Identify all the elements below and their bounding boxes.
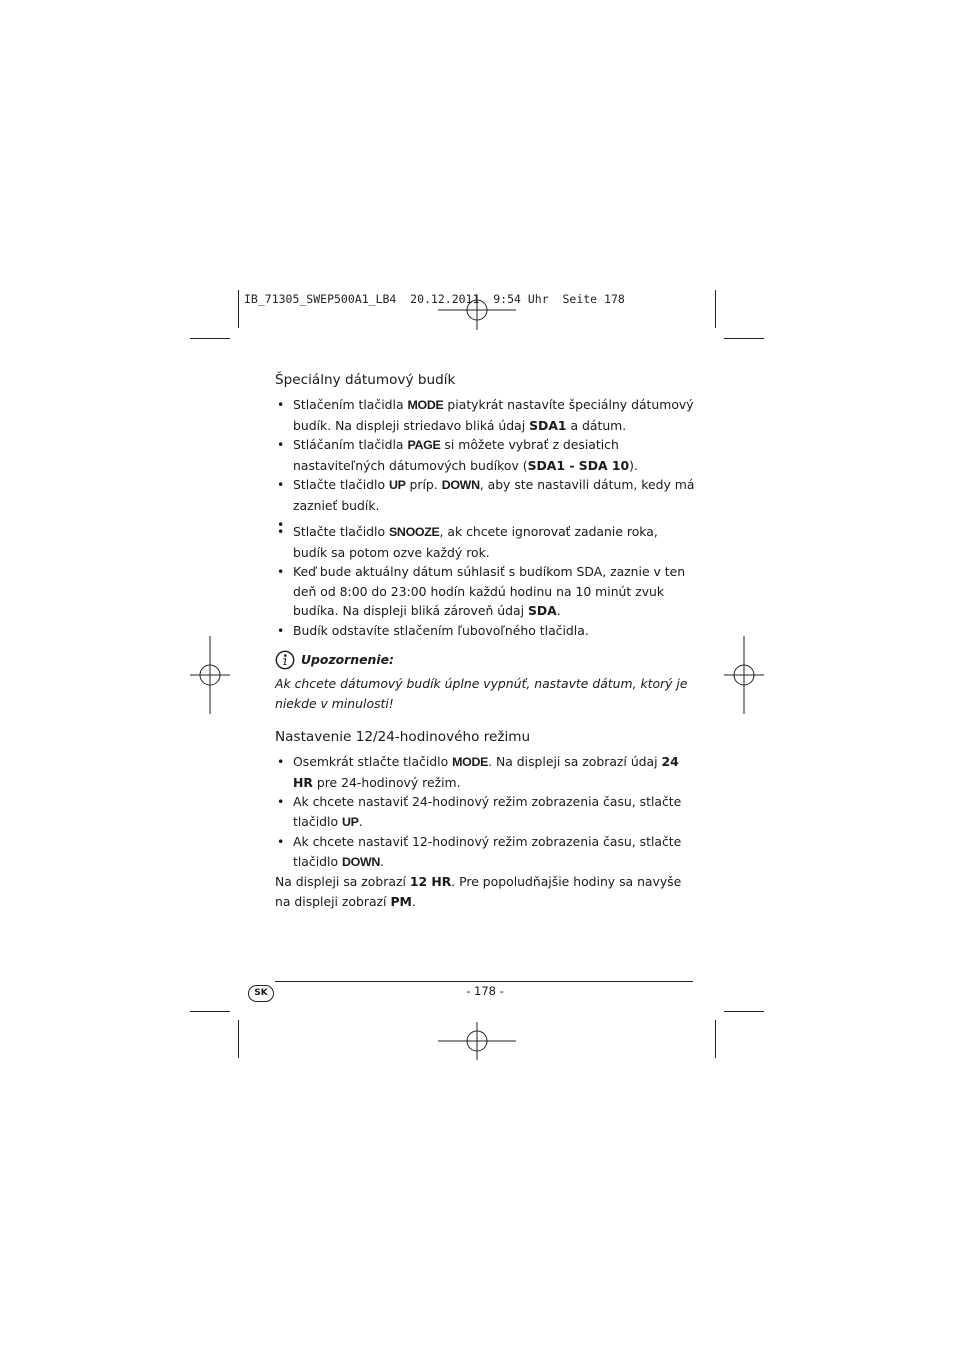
note-body: Ak chcete dátumový budík úplne vypnúť, nastavte dátum, ktorý je niekde v minulosti!: [275, 676, 688, 711]
crop-mark: [190, 338, 230, 339]
crop-mark: [724, 338, 764, 339]
registration-mark-top-icon: [438, 294, 516, 332]
section-title: Nastavenie 12/24-hodinového režimu: [275, 729, 531, 745]
crop-mark: [715, 290, 716, 328]
list-item: • Stláčaním tlačidla PAGE si môžete vybrať z desiatich nastaviteľných dátumových budíkov (SDA1 - SDA 10).: [275, 435, 695, 475]
info-icon: [275, 650, 295, 670]
language-badge: SK: [248, 985, 274, 1002]
crop-mark: [724, 1011, 764, 1012]
section-title: Špeciálny dátumový budík: [275, 372, 456, 388]
crop-mark: [238, 290, 239, 328]
paragraph: Na displeji sa zobrazí 12 HR. Pre popoludňajšie hodiny sa navyše na displeji zobrazí PM.: [275, 874, 682, 909]
page-content: [275, 370, 695, 911]
instruction-list: [275, 752, 695, 872]
registration-mark-right-icon: [724, 636, 764, 714]
list-item: • Stlačte tlačidlo UP príp. DOWN, aby ste nastavili dátum, kedy má zaznieť budík.: [275, 475, 695, 515]
footer-divider: [275, 981, 693, 982]
list-item: • Keď bude aktuálny dátum súhlasiť s budíkom SDA, zaznie v ten deň od 8:00 do 23:00 hodín každú hodinu na 10 minút zvuk budíka. Na displeji bliká zároveň údaj SDA.: [275, 562, 695, 621]
list-item: • Stlačením tlačidla MODE piatykrát nastavíte špeciálny dátumový budík. Na displeji striedavo bliká údaj SDA1 a dátum.: [275, 395, 695, 435]
crop-mark: [190, 1011, 230, 1012]
spacer: [275, 515, 695, 522]
page-number: - 178 -: [466, 984, 504, 998]
list-item: • Budík odstavíte stlačením ľubovoľného tlačidla.: [275, 621, 695, 641]
note-title: Upozornenie:: [301, 652, 394, 668]
list-item: • Osemkrát stlačte tlačidlo MODE. Na displeji sa zobrazí údaj 24 HR pre 24-hodinový režim.: [275, 752, 695, 792]
list-item: • Stlačte tlačidlo SNOOZE, ak chcete ignorovať zadanie roka, budík sa potom ozve každý rok.: [275, 522, 695, 562]
note-header: [275, 648, 695, 672]
list-item: • Ak chcete nastaviť 12-hodinový režim zobrazenia času, stlačte tlačidlo DOWN.: [275, 832, 695, 872]
crop-mark: [238, 1020, 239, 1058]
registration-mark-left-icon: [190, 636, 230, 714]
print-header: IB_71305_SWEP500A1_LB4 20.12.2011 9:54 Uhr Seite 178: [244, 292, 625, 306]
list-item: • Ak chcete nastaviť 24-hodinový režim zobrazenia času, stlačte tlačidlo UP.: [275, 792, 695, 832]
instruction-list: [275, 395, 695, 640]
crop-mark: [715, 1020, 716, 1058]
registration-mark-bottom-icon: [438, 1022, 516, 1060]
